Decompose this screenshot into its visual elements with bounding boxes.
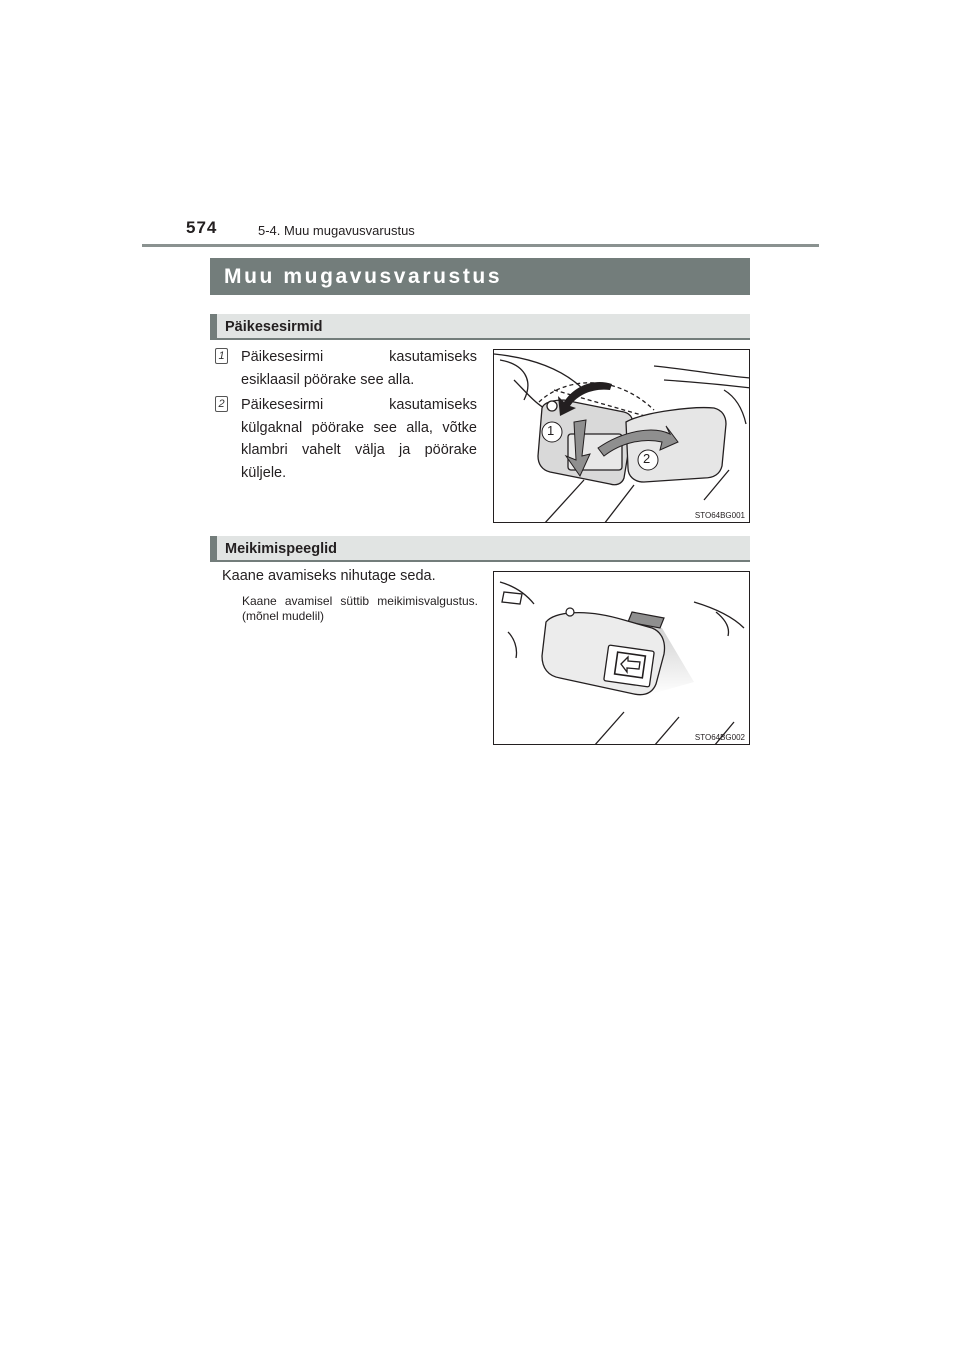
vanity-mirror-illustration [494, 572, 750, 745]
figure-code: STO64BG002 [694, 733, 745, 742]
step-2-text: Päikesesirmi kasutamiseks külgaknal pöörake see alla, võtke klambri vahelt välja ja pöörake küljele. [241, 397, 477, 481]
figure-callout-1: 1 [547, 423, 555, 438]
step-2-marker: 2 [215, 396, 228, 412]
vanity-mirror-body-text: Kaane avamiseks nihutage seda. [222, 568, 436, 584]
step-1-marker: 1 [215, 348, 228, 364]
step-1 [215, 346, 477, 391]
step-2 [215, 394, 477, 484]
header-rule [142, 244, 819, 247]
page-title: Muu mugavusvarustus [210, 258, 750, 295]
vanity-mirror-note: Kaane avamisel süttib meikimisvalgustus. (mõnel mudelil) [242, 594, 478, 623]
figure-callout-2: 2 [643, 451, 651, 466]
figure-code: STO64BG001 [694, 511, 745, 520]
figure-sun-visor [493, 349, 750, 523]
sun-visor-illustration [494, 350, 750, 523]
page-number: 574 [186, 218, 218, 237]
section-heading-vanity-mirrors: Meikimispeeglid [210, 536, 750, 562]
running-head: 5-4. Muu mugavusvarustus [258, 223, 415, 238]
figure-vanity-mirror [493, 571, 750, 745]
step-1-text: Päikesesirmi kasutamiseks esiklaasil pöörake see alla. [241, 349, 477, 388]
section-heading-sun-visors: Päikesesirmid [210, 314, 750, 340]
